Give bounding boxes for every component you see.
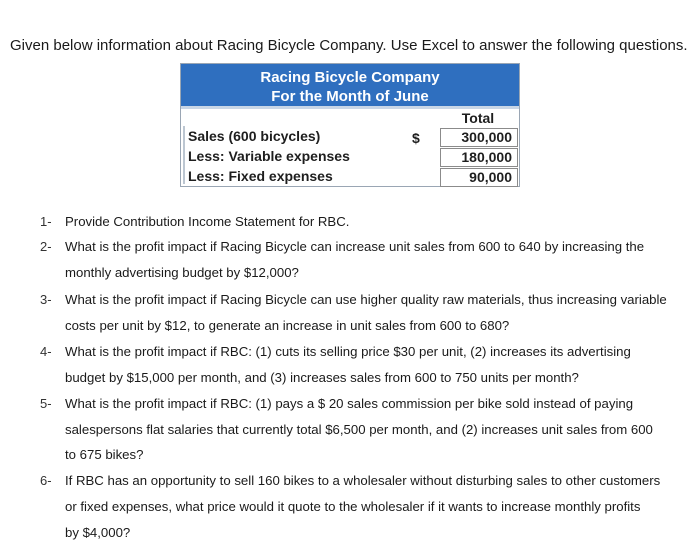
intro-text: Given below information about Racing Bicycle Company. Use Excel to answer the following questions.: [10, 37, 688, 54]
table-subtitle: For the Month of June: [271, 88, 429, 105]
question-5-line-2: salespersons flat salaries that currently total $6,500 per month, and (2) increases unit sales from 600: [65, 422, 653, 437]
question-4-line-1: What is the profit impact if RBC: (1) cuts its selling price $30 per unit, (2) increases its advertising: [65, 344, 631, 359]
question-5-line-3: to 675 bikes?: [65, 447, 144, 462]
question-number: 1-: [40, 214, 52, 229]
table-header: [181, 64, 519, 109]
question-3-line-1: What is the profit impact if Racing Bicycle can use higher quality raw materials, thus increasing variable: [65, 292, 667, 307]
value-sales: 300,000: [440, 128, 518, 147]
question-number: 4-: [40, 344, 52, 359]
question-number: 3-: [40, 292, 52, 307]
label-column-border: [183, 126, 185, 184]
question-6-line-3: by $4,000?: [65, 525, 131, 540]
question-number: 5-: [40, 396, 52, 411]
row-label-sales: Sales (600 bicycles): [188, 128, 321, 144]
question-6-line-1: If RBC has an opportunity to sell 160 bikes to a wholesaler without disturbing sales to other customers: [65, 473, 661, 488]
question-4-line-2: budget by $15,000 per month, and (3) increases sales from 600 to 750 units per month?: [65, 370, 579, 385]
row-label-fixed-expenses: Less: Fixed expenses: [188, 168, 333, 184]
question-number: 2-: [40, 239, 52, 254]
question-2-line-1: What is the profit impact if Racing Bicycle can increase unit sales from 600 to 640 by increasing the: [65, 239, 645, 254]
question-number: 6-: [40, 473, 52, 488]
value-fixed-expenses: 90,000: [440, 168, 518, 187]
question-1-line-1: Provide Contribution Income Statement for RBC.: [65, 214, 350, 229]
question-6-line-2: or fixed expenses, what price would it quote to the wholesaler if it wants to increase monthly profits: [65, 499, 641, 514]
value-variable-expenses: 180,000: [440, 148, 518, 167]
question-2-line-2: monthly advertising budget by $12,000?: [65, 265, 299, 280]
table-title: Racing Bicycle Company: [260, 69, 440, 86]
currency-symbol: $: [412, 130, 420, 146]
column-header-total: Total: [461, 110, 495, 126]
question-3-line-2: costs per unit by $12, to generate an increase in unit sales from 600 to 680?: [65, 318, 510, 333]
question-5-line-1: What is the profit impact if RBC: (1) pays a $ 20 sales commission per bike sold instead of paying: [65, 396, 634, 411]
row-label-variable-expenses: Less: Variable expenses: [188, 148, 350, 164]
